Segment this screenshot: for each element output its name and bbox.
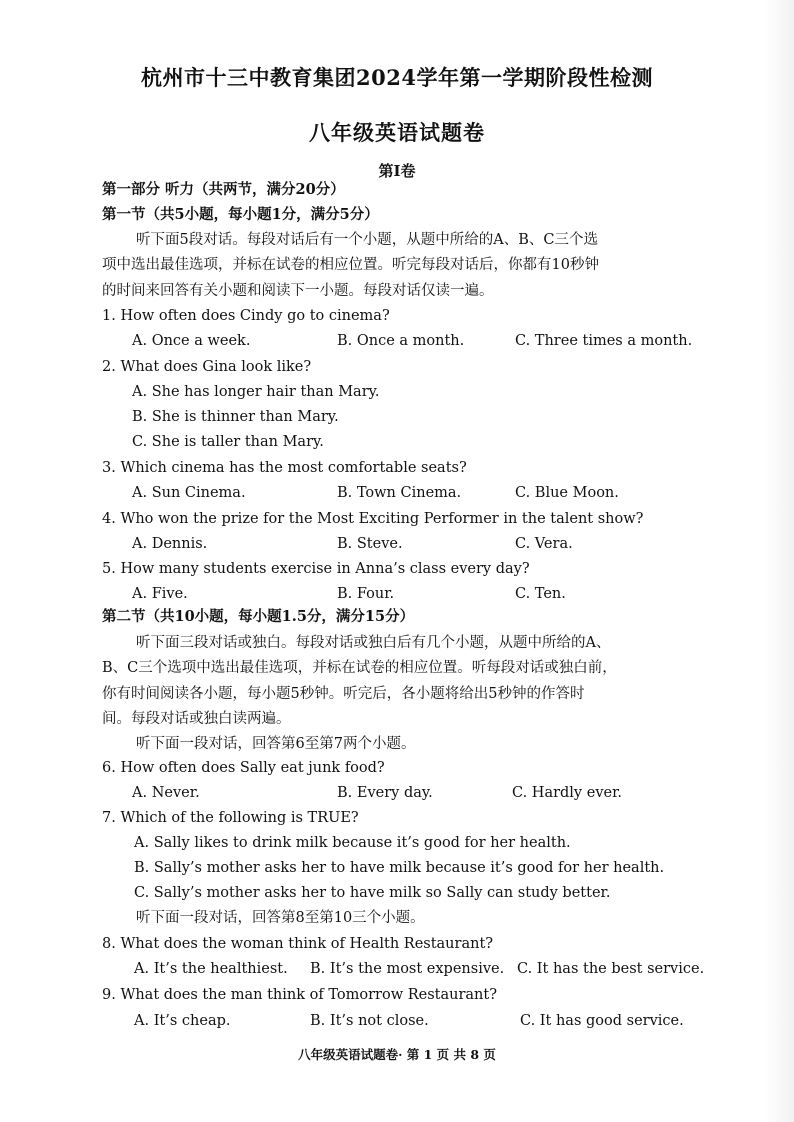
instruction-line: 项中选出最佳选项，并标在试卷的相应位置。听完每段对话后，你都有10秒钟 (102, 257, 599, 274)
question-2-option-c: C. She is taller than Mary. (132, 434, 324, 450)
question-6: 6. How often does Sally eat junk food? (102, 760, 385, 776)
question-8-option-c: C. It has the best service. (517, 961, 705, 977)
question-5-option-b: B. Four. (337, 586, 395, 602)
instruction-line: 间。每段对话或独白读两遍。 (102, 710, 291, 727)
question-5-option-a: A. Five. (132, 586, 188, 602)
listening-prompt-8-10: 听下面一段对话，回答第8至第10三个小题。 (136, 910, 425, 926)
section1-heading: 第一节（共5小题，每小题1分，满分5分） (102, 206, 379, 223)
question-9-option-c: C. It has good service. (520, 1013, 684, 1029)
instruction-line: 听下面5段对话。每段对话后有一个小题，从题中所给的A、B、C三个选 (136, 232, 598, 248)
instruction-line: B、C三个选项中选出最佳选项，并标在试卷的相应位置。听每段对话或独白前， (102, 660, 617, 677)
question-8-option-b: B. It’s the most expensive. (310, 961, 505, 977)
question-6-option-a: A. Never. (132, 785, 200, 801)
section1-instructions (102, 228, 700, 304)
question-3-option-b: B. Town Cinema. (337, 485, 462, 501)
instruction-line: 听下面三段对话或独白。每段对话或独白后有几个小题，从题中所给的A、 (136, 635, 611, 651)
part1-heading: 第一部分 听力（共两节，满分20分） (102, 181, 345, 198)
question-3-option-a: A. Sun Cinema. (132, 485, 246, 501)
question-1-option-c: C. Three times a month. (515, 333, 693, 349)
question-2-option-b: B. She is thinner than Mary. (132, 409, 339, 425)
question-4-option-b: B. Steve. (337, 536, 403, 552)
question-8: 8. What does the woman think of Health Restaurant? (102, 936, 494, 952)
question-3-option-c: C. Blue Moon. (515, 485, 619, 501)
question-9-option-a: A. It’s cheap. (134, 1013, 231, 1029)
exam-title: 杭州市十三中教育集团2024学年第一学期阶段性检测 (141, 65, 653, 90)
section2-heading: 第二节（共10小题，每小题1.5分，满分15分） (102, 608, 415, 625)
question-7-option-c: C. Sally’s mother asks her to have milk so Sally can study better. (134, 885, 611, 901)
question-6-option-b: B. Every day. (337, 785, 433, 801)
instruction-line: 你有时间阅读各小题，每小题5秒钟。听完后，各小题将给出5秒钟的作答时 (102, 685, 585, 702)
question-6-option-c: C. Hardly ever. (512, 785, 623, 801)
listening-prompt-6-7: 听下面一段对话，回答第6至第7两个小题。 (136, 736, 416, 753)
question-2-option-a: A. She has longer hair than Mary. (132, 384, 380, 400)
section2-instructions (102, 631, 700, 757)
question-7: 7. Which of the following is TRUE? (102, 810, 359, 826)
question-8-option-a: A. It’s the healthiest. (134, 961, 288, 977)
question-4-option-a: A. Dennis. (132, 536, 208, 552)
page-footer: 八年级英语试题卷· 第 1 页 共 8 页 (298, 1047, 496, 1062)
question-9-option-b: B. It’s not close. (310, 1013, 429, 1029)
question-7-option-b: B. Sally’s mother asks her to have milk because it’s good for her health. (134, 860, 665, 876)
question-2: 2. What does Gina look like? (102, 359, 312, 375)
question-3: 3. Which cinema has the most comfortable seats? (102, 460, 467, 476)
question-1-option-b: B. Once a month. (337, 333, 465, 349)
question-1-option-a: A. Once a week. (132, 333, 251, 349)
question-9: 9. What does the man think of Tomorrow Restaurant? (102, 987, 497, 1003)
volume-label: 第Ⅰ卷 (378, 162, 416, 180)
question-1: 1. How often does Cindy go to cinema? (102, 308, 390, 324)
question-5-option-c: C. Ten. (515, 586, 566, 602)
question-5: 5. How many students exercise in Anna’s class every day? (102, 561, 530, 577)
exam-subtitle: 八年级英语试题卷 (309, 120, 485, 145)
question-4-option-c: C. Vera. (515, 536, 573, 552)
question-7-option-a: A. Sally likes to drink milk because it’s good for her health. (134, 835, 571, 851)
instruction-line: 的时间来回答有关小题和阅读下一小题。每段对话仅读一遍。 (102, 282, 494, 299)
question-4: 4. Who won the prize for the Most Exciting Performer in the talent show? (102, 511, 644, 527)
